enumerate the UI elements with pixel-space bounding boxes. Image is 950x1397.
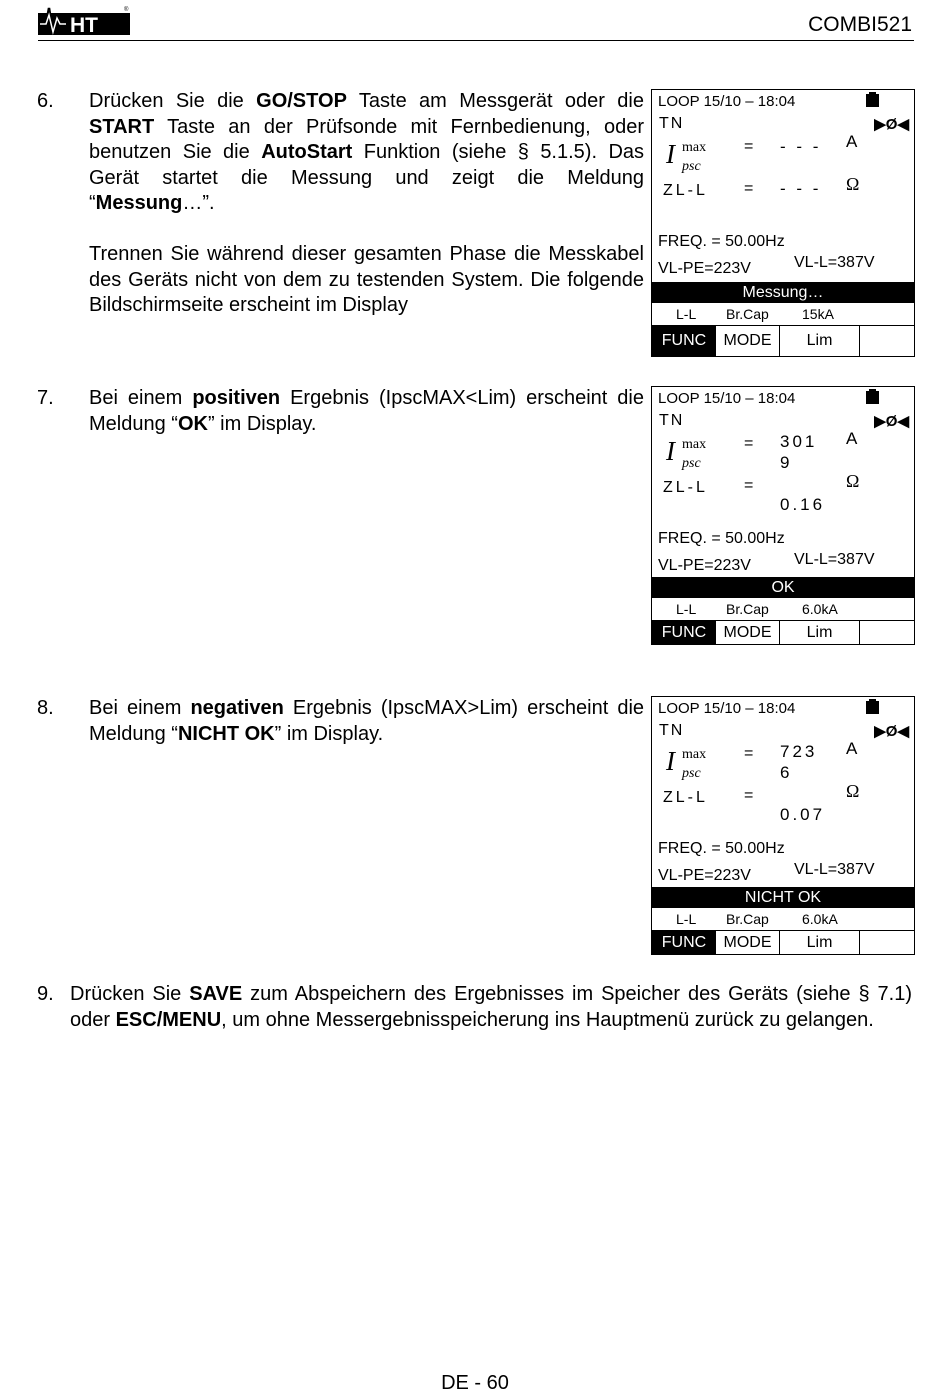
screen-title: LOOP 15/10 – 18:04	[658, 93, 796, 110]
voltage-pe: VL-PE=223V	[658, 557, 751, 574]
ipsc-sub: psc	[682, 766, 701, 781]
voltage-ll: VL-L=387V	[794, 254, 875, 271]
ipsc-sup: max	[682, 140, 707, 155]
ipsc-value-line2: 9	[780, 453, 793, 472]
param-brcap: Br.Cap	[726, 306, 769, 322]
ipsc-value-line1: 301	[780, 432, 818, 451]
param-row	[652, 598, 914, 621]
svg-text:®: ®	[124, 7, 129, 13]
unit-ampere: A	[846, 739, 858, 758]
lim-softkey[interactable]: Lim	[780, 931, 860, 954]
ipsc-sub: psc	[682, 159, 701, 174]
func-softkey[interactable]: FUNC	[652, 621, 716, 644]
phase-rotation-icon: ▶Ø◀	[874, 116, 909, 133]
func-softkey[interactable]: FUNC	[652, 326, 716, 356]
mode-softkey[interactable]: MODE	[716, 326, 780, 356]
voltage-ll: VL-L=387V	[794, 551, 875, 568]
zl-value: - - -	[780, 179, 822, 198]
step-6-para-1: Drücken Sie die GO/STOP Taste am Messgerät oder die START Taste an der Prüfsonde mit Fernbedienung, oder benutzen Sie die AutoStart Funktion (siehe § 5.1.5). Das Gerät startet die Messung und zeigt die Meldung “Messung…”.	[89, 90, 645, 214]
screen-title: LOOP 15/10 – 18:04	[658, 390, 796, 407]
system-label: TN	[659, 115, 685, 132]
zl-label: ZL-L	[663, 182, 708, 199]
equals-sign: =	[744, 787, 754, 804]
status-message: NICHT OK	[652, 887, 914, 908]
unit-ampere: A	[846, 132, 858, 151]
phase-rotation-icon: ▶Ø◀	[874, 723, 909, 740]
ipsc-symbol: I	[666, 139, 675, 169]
lim-softkey[interactable]: Lim	[780, 621, 860, 644]
battery-icon	[866, 389, 879, 404]
equals-sign: =	[744, 745, 754, 762]
mode-softkey[interactable]: MODE	[716, 621, 780, 644]
lcd-screen-ok	[651, 386, 915, 645]
model-name: COMBI521	[808, 13, 912, 36]
frequency: FREQ. = 50.00Hz	[658, 530, 785, 547]
param-value: 15kA	[802, 306, 834, 322]
phase-rotation-icon: ▶Ø◀	[874, 413, 909, 430]
param-type: L-L	[676, 306, 697, 322]
frequency: FREQ. = 50.00Hz	[658, 233, 785, 250]
ipsc-symbol: I	[666, 746, 675, 776]
step-number: 7.	[37, 387, 54, 409]
ipsc-symbol: I	[666, 436, 675, 466]
header-rule	[38, 40, 914, 41]
param-type: L-L	[676, 911, 697, 927]
ht-logo	[38, 4, 130, 36]
ipsc-value: - - -	[780, 137, 822, 156]
unit-ohm: Ω	[846, 174, 860, 194]
ipsc-sup: max	[682, 747, 707, 762]
status-message: OK	[652, 577, 914, 598]
ipsc-value-line2: 6	[780, 763, 793, 782]
page-number: DE - 60	[441, 1372, 509, 1394]
zl-value: 0.07	[780, 805, 826, 824]
zl-value: 0.16	[780, 495, 826, 514]
voltage-pe: VL-PE=223V	[658, 867, 751, 884]
battery-icon	[866, 699, 879, 714]
equals-sign: =	[744, 180, 754, 197]
function-bar	[652, 326, 914, 356]
step-number: 6.	[37, 90, 54, 112]
voltage-ll: VL-L=387V	[794, 861, 875, 878]
system-label: TN	[659, 722, 685, 739]
status-message: Messung…	[652, 282, 914, 303]
equals-sign: =	[744, 477, 754, 494]
func-softkey[interactable]: FUNC	[652, 931, 716, 954]
voltage-pe: VL-PE=223V	[658, 260, 751, 277]
system-label: TN	[659, 412, 685, 429]
function-bar	[652, 621, 914, 644]
ipsc-value-line1: 723	[780, 742, 818, 761]
step-7-para: Bei einem positiven Ergebnis (IpscMAX<Lim) erscheint die Meldung “OK” im Display.	[89, 387, 644, 435]
zl-label: ZL-L	[663, 479, 708, 496]
mode-softkey[interactable]: MODE	[716, 931, 780, 954]
lim-softkey[interactable]: Lim	[780, 326, 860, 356]
lcd-screen-measuring	[651, 89, 915, 357]
function-bar	[652, 931, 914, 954]
param-value: 6.0kA	[802, 911, 838, 927]
step-9-para: Drücken Sie SAVE zum Abspeichern des Ergebnisses im Speicher des Geräts (siehe § 7.1) oder ESC/MENU, um ohne Messergebnisspeicherung ins Hauptmenü zurück zu gelangen.	[70, 983, 912, 1031]
param-row	[652, 908, 914, 931]
step-6-para-2: Trennen Sie während dieser gesamten Phase die Messkabel des Geräts nicht von dem zu testenden System. Die folgende Bildschirmseite erscheint im Display	[89, 243, 644, 316]
ipsc-sub: psc	[682, 456, 701, 471]
equals-sign: =	[744, 435, 754, 452]
step-number: 9.	[37, 983, 54, 1005]
unit-ohm: Ω	[846, 781, 860, 801]
param-brcap: Br.Cap	[726, 601, 769, 617]
step-number: 8.	[37, 697, 54, 719]
param-row	[652, 303, 914, 326]
zl-label: ZL-L	[663, 789, 708, 806]
param-type: L-L	[676, 601, 697, 617]
lcd-screen-not-ok	[651, 696, 915, 955]
frequency: FREQ. = 50.00Hz	[658, 840, 785, 857]
unit-ampere: A	[846, 429, 858, 448]
param-value: 6.0kA	[802, 601, 838, 617]
step-8-para: Bei einem negativen Ergebnis (IpscMAX>Lim) erscheint die Meldung “NICHT OK” im Display.	[89, 697, 645, 745]
screen-title: LOOP 15/10 – 18:04	[658, 700, 796, 717]
battery-icon	[866, 92, 879, 107]
unit-ohm: Ω	[846, 471, 860, 491]
ipsc-sup: max	[682, 437, 707, 452]
equals-sign: =	[744, 138, 754, 155]
brand-text: HT	[70, 14, 98, 36]
param-brcap: Br.Cap	[726, 911, 769, 927]
